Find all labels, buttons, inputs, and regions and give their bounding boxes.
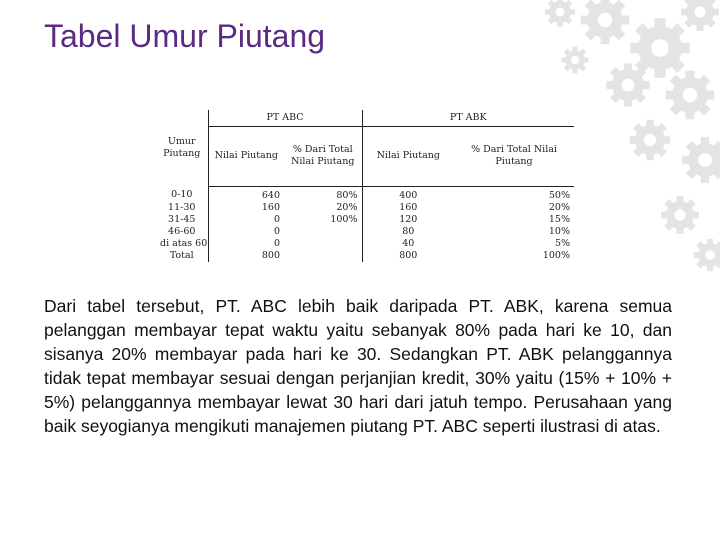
cell-abc-nilai: 0 [273, 237, 280, 249]
aging-table [156, 110, 574, 262]
cell-umur: 11-30 [156, 202, 208, 214]
cell-abk-nilai: 800 [399, 249, 418, 261]
table-row [156, 226, 574, 238]
group-header-abk: PT ABK [362, 110, 574, 126]
col-header-pct-abc: % Dari Total Nilai Piutang [284, 126, 362, 186]
cell-umur: di atas 60 [156, 238, 208, 250]
table-row [156, 214, 574, 226]
cell-abc-nilai: 640 [261, 189, 280, 201]
group-header-abc: PT ABC [208, 110, 362, 126]
cell-abc-pct: 80% [284, 186, 362, 202]
cell-abc-pct: 100% [284, 214, 362, 226]
table-row [156, 202, 574, 214]
aging-table-container [156, 110, 574, 262]
cell-umur: Total [156, 250, 208, 262]
table-row [156, 238, 574, 250]
col-header-nilai-abk: Nilai Piutang [362, 126, 454, 186]
table-row-total [156, 250, 574, 262]
col-header-nilai-abc: Nilai Piutang [208, 126, 284, 186]
cell-abk-pct: 20% [548, 201, 571, 213]
cell-umur: 31-45 [156, 214, 208, 226]
col-header-umur: Umur Piutang [156, 110, 208, 186]
cell-abc-pct [284, 238, 362, 250]
cell-umur: 0-10 [156, 186, 208, 202]
slide-title: Tabel Umur Piutang [44, 18, 326, 54]
cell-abk-nilai: 160 [399, 201, 418, 213]
cell-abk-pct: 10% [548, 225, 571, 237]
cell-abc-nilai: 0 [273, 213, 280, 225]
cell-abk-pct: 100% [542, 249, 571, 261]
cell-abc-nilai: 0 [273, 225, 280, 237]
cell-abc-pct [284, 250, 362, 262]
cell-abc-pct: 20% [284, 202, 362, 214]
cell-abc-nilai: 160 [261, 201, 280, 213]
cell-abk-pct: 5% [554, 237, 571, 249]
cell-abk-nilai: 120 [399, 213, 418, 225]
cell-abk-nilai: 400 [399, 189, 418, 201]
cell-abk-pct: 15% [548, 213, 571, 225]
cell-abc-pct [284, 226, 362, 238]
cell-abk-nilai: 80 [402, 225, 415, 237]
cell-abc-nilai: 800 [261, 249, 280, 261]
cell-umur: 46-60 [156, 226, 208, 238]
col-header-pct-abk: % Dari Total Nilai Piutang [454, 126, 574, 186]
body-paragraph: Dari tabel tersebut, PT. ABC lebih baik daripada PT. ABK, karena semua pelanggan membayar tepat waktu yaitu sebanyak 80% pada hari ke 10, dan sisanya 20% membayar pada hari ke 30. Sedangkan PT. ABK pelanggannya tidak tepat membayar sesuai dengan perjanjian kredit, 30% yaitu (15% + 10% + 5%) pelanggannya membayar lewat 30 hari dari jatuh tempo. Perusahaan yang baik seyogianya mengikuti manajemen piutang PT. ABC seperti ilustrasi di atas. [44, 296, 672, 436]
cell-abk-pct: 50% [548, 189, 571, 201]
cell-abk-nilai: 40 [402, 237, 415, 249]
table-row [156, 186, 574, 202]
